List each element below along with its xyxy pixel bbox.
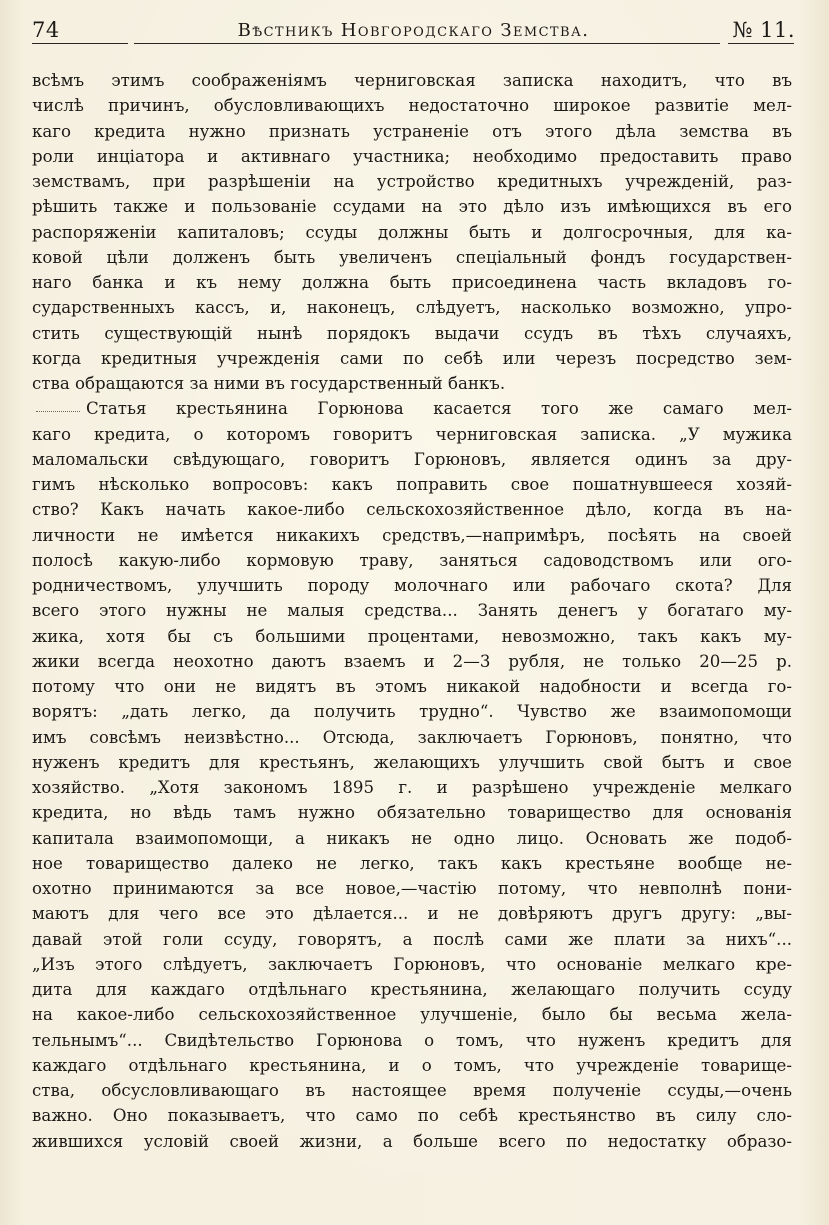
running-title: Вѣстникъ Новгородскаго Земства. (237, 20, 590, 41)
text-line: потому что они не видятъ въ этомъ никакой надобности и всегда го- (32, 677, 792, 696)
text-line: наго банка и къ нему должна быть присоединена часть вкладовъ го- (32, 273, 792, 292)
text-line: дита для каждаго отдѣльнаго крестьянина, желающаго получить ссуду (32, 980, 792, 999)
text-line: „Изъ этого слѣдуетъ, заключаетъ Горюновъ, что основаніе мелкаго кре- (32, 954, 792, 974)
text-line: гимъ нѣсколько вопросовъ: какъ поправить свое пошатнувшееся хозяй- (32, 475, 792, 494)
text-line: рѣшить также и пользованіе ссудами на это дѣло изъ имѣющихся въ его (32, 197, 792, 217)
page-number: 74 (32, 18, 60, 42)
text-line: ство? Какъ начать какое-либо сельскохозяйственное дѣло, когда въ на- (32, 500, 792, 520)
body-text (32, 68, 792, 1154)
header-rule-center (134, 43, 720, 44)
text-line: полосѣ какую-либо кормовую траву, заняться садоводствомъ или ого- (32, 550, 792, 570)
text-line: родничествомъ, улучшить породу молочнаго или рабочаго скота? Для (32, 576, 792, 595)
header-rule-left (32, 43, 128, 44)
text-line: личности не имѣется никакихъ средствъ,—напримѣръ, посѣять на своей (32, 525, 792, 545)
text-line: тельнымъ“... Свидѣтельство Горюнова о томъ, что нуженъ кредитъ для (32, 1030, 792, 1050)
issue-number: № 11. (732, 18, 795, 42)
text-line: ворятъ: „дать легко, да получить трудно“. Чувство же взаимопомощи (32, 702, 792, 722)
text-line: маютъ для чего все это дѣлается... и не довѣряютъ другъ другу: „вы- (32, 904, 792, 924)
text-line: жика, хотя бы съ большими процентами, невозможно, такъ какъ му- (32, 626, 792, 646)
text-line: имъ совсѣмъ неизвѣстно... Отсюда, заключаетъ Горюновъ, понятно, что (32, 727, 792, 747)
text-line: ства обращаются за ними въ государственный банкъ. (32, 374, 506, 393)
text-line: жики всегда неохотно даютъ взаемъ и 2—3 рубля, не только 20—25 р. (32, 651, 792, 671)
text-line: сударственныхъ кассъ, и, наконецъ, слѣдуетъ, насколько возможно, упро- (32, 298, 792, 318)
text-line: Статья крестьянина Горюнова касается того же самаго мел- (86, 399, 792, 419)
text-line: важно. Оно показываетъ, что само по себѣ крестьянство въ силу сло- (32, 1106, 792, 1126)
text-line: ства, обсусловливающаго въ настоящее время полученіе ссуды,—очень (32, 1081, 792, 1100)
text-line: ное товарищество далеко не легко, такъ какъ крестьяне вообще не- (32, 853, 792, 873)
text-line: стить существующій нынѣ порядокъ выдачи ссудъ въ тѣхъ случаяхъ, (32, 323, 792, 343)
paragraph-first-line (32, 396, 792, 421)
text-line: распоряженіи капиталовъ; ссуды должны быть и долгосрочныя, для ка- (32, 222, 792, 242)
text-line: когда кредитныя учрежденія сами по себѣ или черезъ посредство зем- (32, 348, 792, 368)
text-line: ковой цѣли долженъ быть увеличенъ спеціальный фондъ государствен- (32, 247, 792, 267)
text-line: роли инціатора и активнаго участника; необходимо предоставить право (32, 146, 792, 166)
text-line: каго кредита нужно признать устраненіе отъ этого дѣла земства въ (32, 121, 792, 141)
text-line: капитала взаимопомощи, а никакъ не одно лицо. Основать же подоб- (32, 828, 792, 848)
text-line: хозяйство. „Хотя закономъ 1895 г. и разрѣшено учрежденіе мелкаго (32, 778, 792, 797)
header-rule-right (728, 43, 794, 44)
text-line: земствамъ, при разрѣшеніи на устройство кредитныхъ учрежденій, раз- (32, 172, 792, 191)
text-line: всѣмъ этимъ соображеніямъ черниговская записка находитъ, что въ (32, 71, 792, 90)
text-line: каждаго отдѣльнаго крестьянина, и о томъ, что учрежденіе товарище- (32, 1055, 792, 1075)
text-line: числѣ причинъ, обусловливающихъ недостаточно широкое развитіе мел- (32, 96, 792, 116)
text-line: на какое-либо сельскохозяйственное улучшеніе, было бы весьма жела- (32, 1005, 792, 1025)
text-line: охотно принимаются за все новое,—частію потому, что невполнѣ пони- (32, 879, 792, 898)
text-line: каго кредита, о которомъ говоритъ черниговская записка. „У мужика (32, 424, 792, 444)
text-line: кредита, но вѣдь тамъ нужно обязательно товарищество для основанія (32, 803, 792, 823)
text-line: жившихся условій своей жизни, а больше всего по недостатку образо- (32, 1131, 792, 1151)
text-line: всего этого нужны не малыя средства... Занять денегъ у богатаго му- (32, 601, 792, 621)
text-line: давай этой голи ссуду, говорятъ, а послѣ сами же плати за нихъ“... (32, 929, 792, 949)
text-line: нуженъ кредитъ для крестьянъ, желающихъ улучшить свой бытъ и свое (32, 752, 792, 772)
paragraph-indent-mark (36, 408, 80, 412)
text-line: маломальски свѣдующаго, говоритъ Горюновъ, является одинъ за дру- (32, 449, 792, 469)
